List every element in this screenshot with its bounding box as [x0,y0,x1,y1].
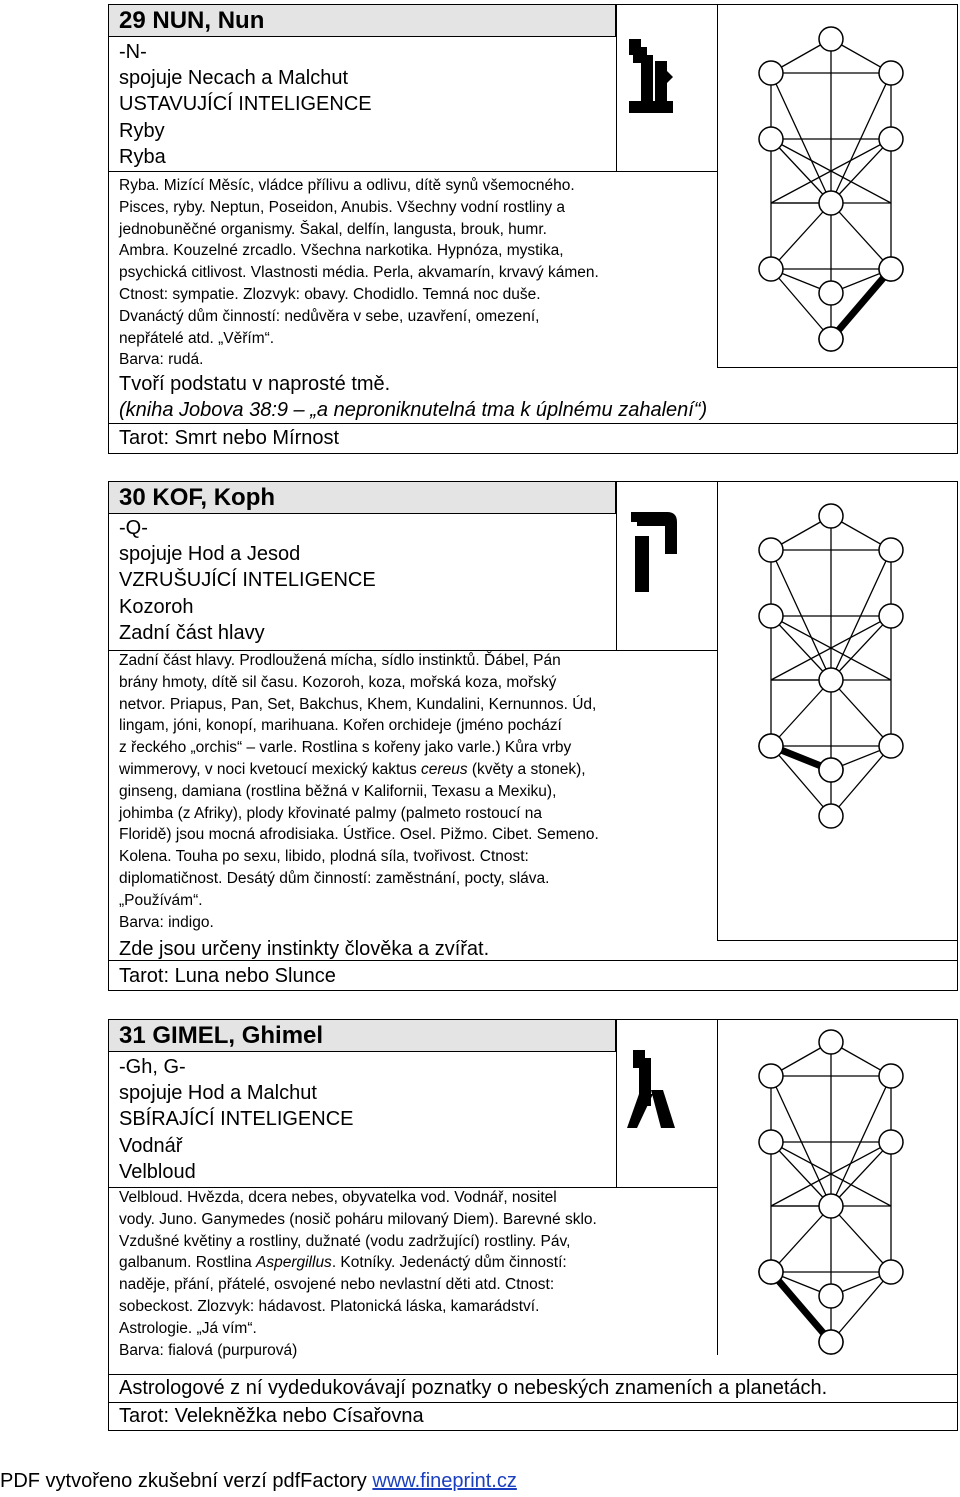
tree-of-life-diagram [731,1024,931,1358]
zodiac: Vodnář [119,1135,183,1157]
letter-transliteration: -Gh, G- [119,1056,186,1078]
hebrew-nun-icon [621,33,681,117]
divider [717,5,718,367]
hebrew-qof-icon [627,508,679,592]
footer-link[interactable]: www.fineprint.cz [372,1470,517,1492]
highlighted-path [771,1272,831,1342]
divider [717,940,957,941]
divider [717,367,957,368]
tree-of-life-diagram [731,21,931,355]
connection: spojuje Hod a Jesod [119,543,301,565]
section-title: 31 GIMEL, Ghimel [119,1022,324,1049]
section-31-gimel [108,1019,958,1431]
connection: spojuje Necach a Malchut [119,67,349,89]
divider [109,171,717,172]
divider [616,482,617,650]
footer-text: PDF vytvořeno zkušební verzí pdfFactory [0,1470,373,1492]
divider [616,5,617,171]
section-29-nun [108,4,958,454]
description: Velbloud. Hvězda, dcera nebes, obyvatelka vod. Vodnář, nositel vody. Juno. Ganymedes (nosič poháru milovaný Diem). Barevné sklo. Vzdušné květiny a rostliny, dužnaté (vodu zadržující) rostliny. Páv, galbanum. Rostlina Aspergillus. Kotníky. Jedenáctý dům činností: naděje, přání, přátelé, osvojené nebo nevlastní děti atd. Ctnost: sobeckost. Zlozvyk: hádavost. Platonická láska, kamarádství. Astrologie. „Já vím“. Barva: fialová (purpurová) [119,1189,597,1359]
tarot: Tarot: Luna nebo Slunce [119,965,336,987]
section-30-kof [108,481,958,991]
connection: spojuje Hod a Malchut [119,1082,317,1104]
hebrew-gimel-icon [627,1046,677,1132]
highlighted-path [831,269,891,339]
section-title-box [109,5,616,37]
symbol: Zadní část hlavy [119,622,265,644]
symbol: Velbloud [119,1161,196,1183]
summary: Zde jsou určeny instinkty člověka a zvířat. [119,938,490,960]
section-title-box [109,482,616,514]
zodiac: Kozoroh [119,596,194,618]
section-title: 29 NUN, Nun [119,7,265,34]
symbol: Ryba [119,146,166,168]
summary: Tvoří podstatu v naprosté tmě. [119,373,391,395]
letter-transliteration: -Q- [119,517,148,539]
description: Ryba. Mizící Měsíc, vládce přílivu a odlivu, dítě synů všemocného. Pisces, ryby. Neptun, Poseidon, Anubis. Všechny vodní rostliny a jednobuněčné organismy. Šakal, delfín, langusta, brouk, humr. Ambra. Kouzelné zrcadlo. Všechna narkotika. Hypnóza, mystika, psychická citlivost. Vlastnosti média. Perla, akvamarín, krvavý kámen. Ctnost: sympatie. Zlozvyk: obavy. Chodidlo. Temná noc duše. Dvanáctý dům činností: nedůvěra v sebe, uzavření, omezení, nepřátelé atd. „Věřím“. Barva: rudá. [119,177,599,369]
quote: (kniha Jobova 38:9 – „a neproniknutelná tma k úplnému zahalení“) [119,399,708,421]
intelligence: USTAVUJÍCÍ INTELIGENCE [119,93,372,115]
summary: Astrologové z ní vydedukovávají poznatky o nebeských znameních a planetách. [119,1377,828,1399]
tree-of-life-diagram [731,498,931,832]
footer [0,1468,517,1494]
letter-transliteration: -N- [119,41,147,63]
intelligence: VZRUŠUJÍCÍ INTELIGENCE [119,569,376,591]
section-title-box [109,1020,616,1052]
description: Zadní část hlavy. Prodloužená mícha, sídlo instinktů. Ďábel, Pán brány hmoty, dítě sil času. Kozoroh, koza, mořská koza, mořský netvor. Priapus, Pan, Set, Bakchus, Khem, Kundalini, Kernunnos. Úd, lingam, jóni, konopí, marihuana. Kořen orchideje (jméno pochází z řeckého „orchis“ – varle. Rostlina s kořeny jako varle.) Kůra vrby wimmerovy, v noci kvetoucí mexický kaktus cereus (květy a stonek), ginseng, damiana (rostlina běžná v Kalifornii, Texasu a Mexiku), johimba (z Afriky), plody křovinaté palmy (palmeto rostoucí na Floridě) jsou mocná afrodisiaka. Ústřice. Osel. Pižmo. Cibet. Semeno. Kolena. Touha po sexu, libido, plodná síla, tvořivost. Ctnost: diplomatičnost. Desátý dům činností: zaměstnání, pocty, sláva. „Používám“. Barva: indigo. [119,652,599,931]
divider [616,1020,617,1187]
section-title: 30 KOF, Koph [119,484,276,511]
zodiac: Ryby [119,120,165,142]
tarot: Tarot: Smrt nebo Mírnost [119,427,340,449]
intelligence: SBÍRAJÍCÍ INTELIGENCE [119,1108,354,1130]
divider [717,482,718,940]
divider [717,1020,718,1355]
tarot: Tarot: Velekněžka nebo Císařovna [119,1405,424,1427]
